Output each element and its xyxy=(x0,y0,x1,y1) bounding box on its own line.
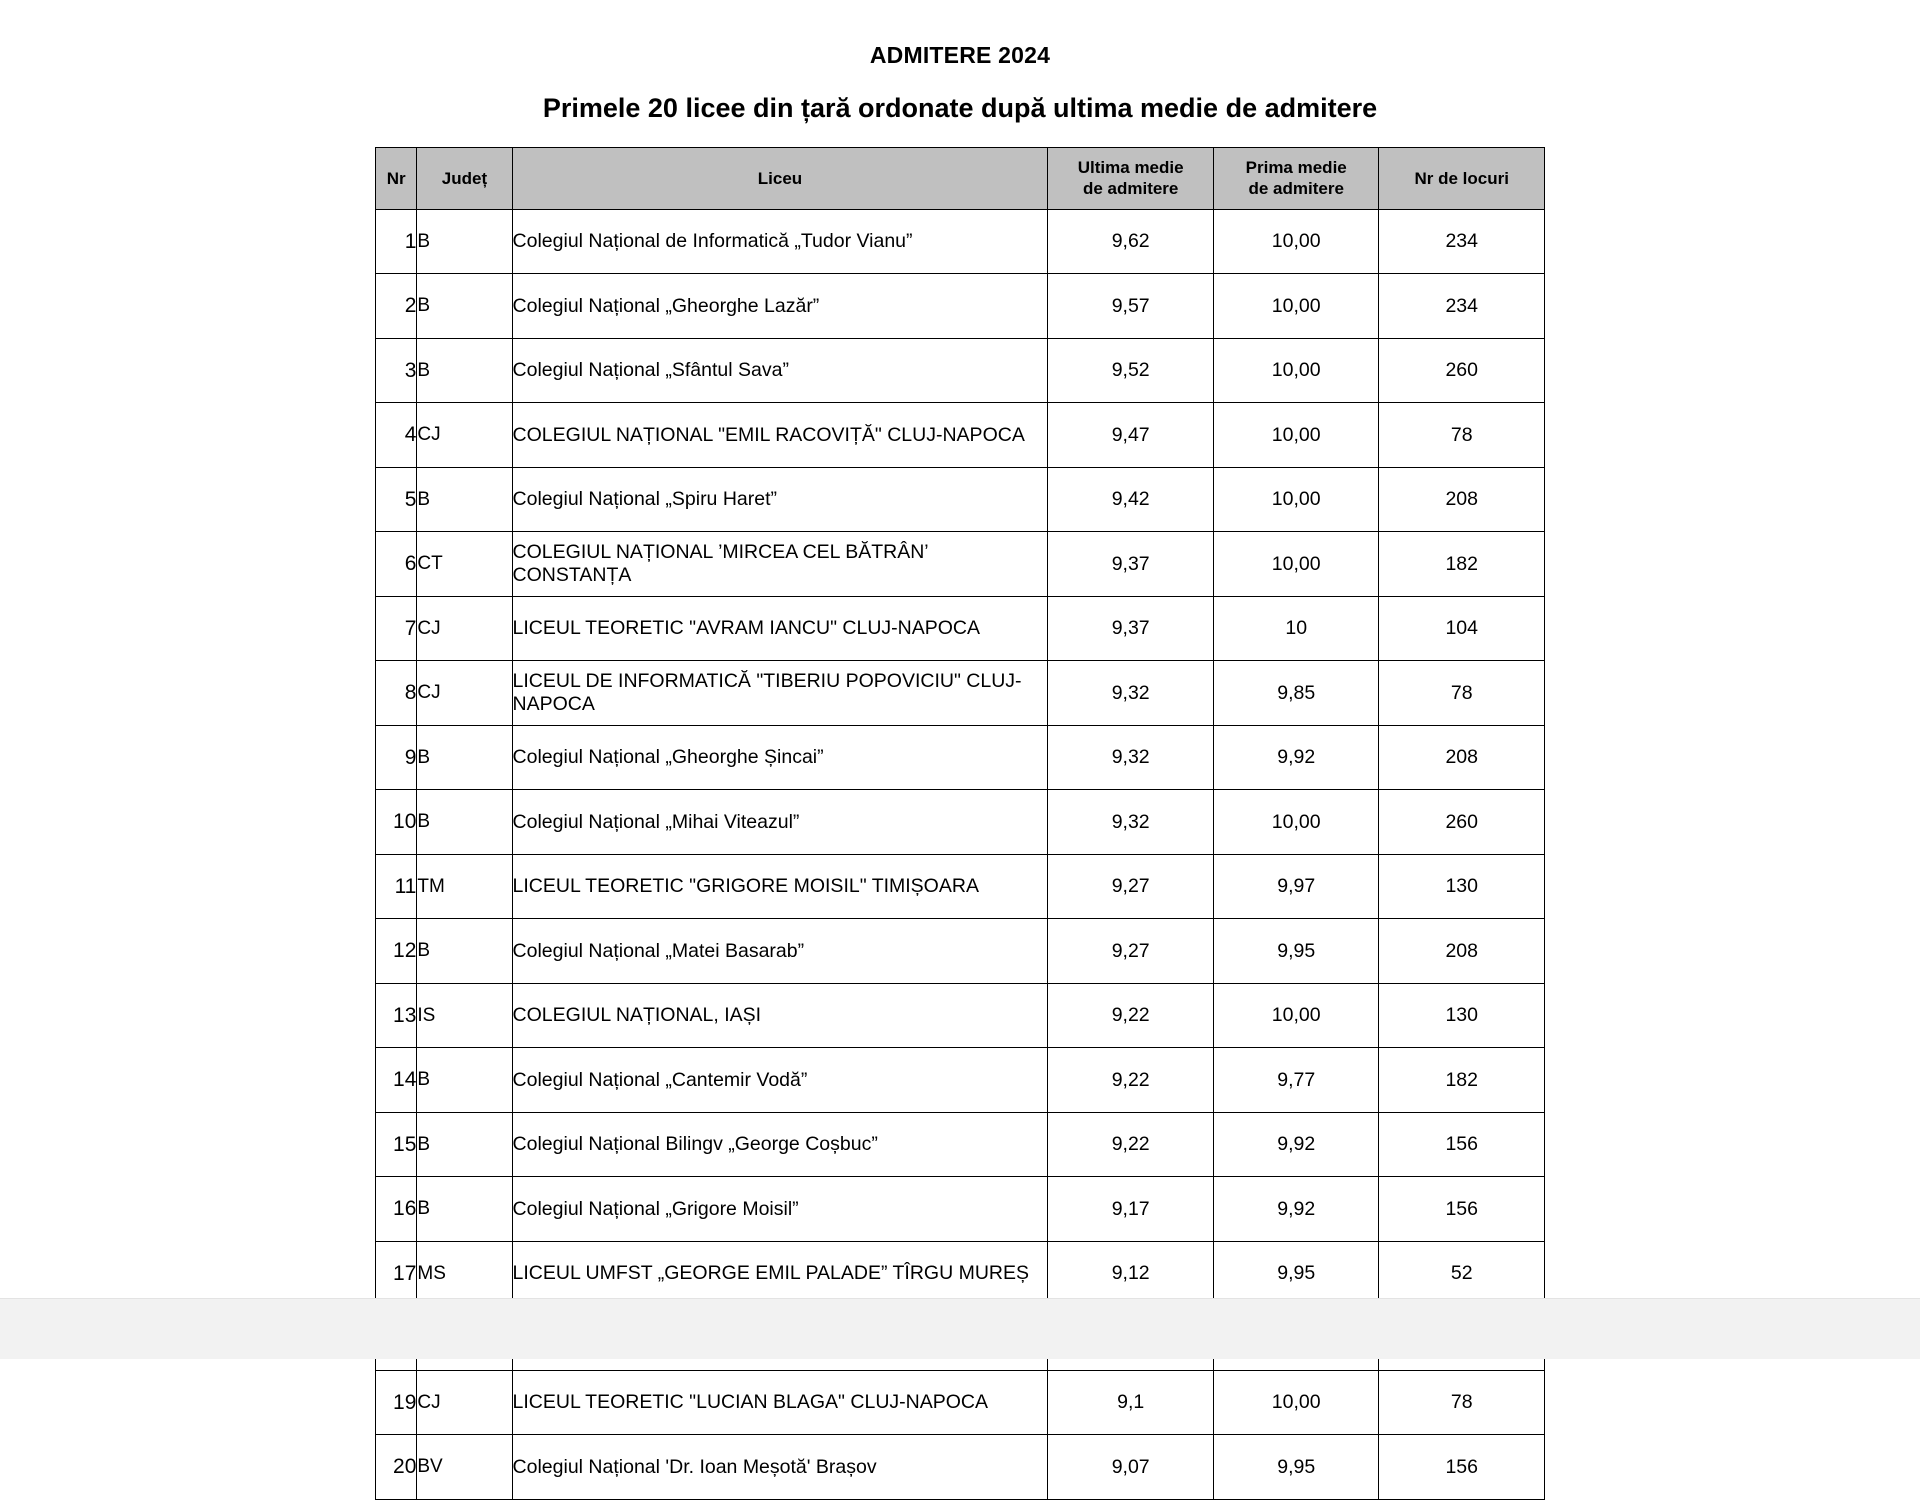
cell-prima-medie: 9,95 xyxy=(1213,1435,1379,1500)
cell-nr-locuri: 130 xyxy=(1379,983,1545,1048)
cell-nr: 7 xyxy=(376,596,417,661)
cell-nr: 14 xyxy=(376,1048,417,1113)
cell-judet: CJ xyxy=(417,596,512,661)
cell-judet: CJ xyxy=(417,403,512,468)
table-row xyxy=(376,274,1545,339)
table-row xyxy=(376,596,1545,661)
cell-ultima-medie: 9,22 xyxy=(1048,1112,1214,1177)
cell-nr-locuri: 208 xyxy=(1379,919,1545,984)
cell-judet: B xyxy=(417,209,512,274)
cell-prima-medie: 9,95 xyxy=(1213,1241,1379,1306)
cell-prima-medie: 10,00 xyxy=(1213,790,1379,855)
cell-nr-locuri: 208 xyxy=(1379,467,1545,532)
cell-prima-medie: 10,00 xyxy=(1213,338,1379,403)
cell-judet: B xyxy=(417,467,512,532)
cell-liceu: Colegiul Național Bilingv „George Coșbuc” xyxy=(512,1112,1048,1177)
column-header-prima-medie-line2: de admitere xyxy=(1248,179,1344,199)
cell-ultima-medie: 9,42 xyxy=(1048,467,1214,532)
column-header-ultima-medie xyxy=(1048,147,1214,209)
cell-ultima-medie: 9,52 xyxy=(1048,338,1214,403)
cell-ultima-medie: 9,12 xyxy=(1048,1241,1214,1306)
cell-prima-medie: 9,92 xyxy=(1213,725,1379,790)
cell-nr: 11 xyxy=(376,854,417,919)
cell-judet: CJ xyxy=(417,1370,512,1435)
cell-liceu: Colegiul Național „Sfântul Sava” xyxy=(512,338,1048,403)
cell-liceu: Colegiul Național „Gheorghe Lazăr” xyxy=(512,274,1048,339)
table-row xyxy=(376,1112,1545,1177)
cell-nr: 15 xyxy=(376,1112,417,1177)
table-row xyxy=(376,919,1545,984)
cell-liceu: LICEUL DE INFORMATICĂ "TIBERIU POPOVICIU" CLUJ-NAPOCA xyxy=(512,661,1048,726)
cell-prima-medie: 10,00 xyxy=(1213,274,1379,339)
cell-ultima-medie: 9,22 xyxy=(1048,1048,1214,1113)
cell-ultima-medie: 9,32 xyxy=(1048,725,1214,790)
column-header-prima-medie-line1: Prima medie xyxy=(1245,158,1347,178)
column-header-nr: Nr xyxy=(376,147,417,209)
table-row xyxy=(376,725,1545,790)
cell-judet: B xyxy=(417,1112,512,1177)
cell-nr-locuri: 234 xyxy=(1379,274,1545,339)
cell-prima-medie: 9,92 xyxy=(1213,1177,1379,1242)
cell-nr-locuri: 78 xyxy=(1379,403,1545,468)
cell-judet: B xyxy=(417,919,512,984)
table-row xyxy=(376,1048,1545,1113)
cell-judet: BV xyxy=(417,1435,512,1500)
cell-judet: B xyxy=(417,338,512,403)
cell-prima-medie: 9,97 xyxy=(1213,854,1379,919)
cell-prima-medie: 10,00 xyxy=(1213,532,1379,597)
cell-liceu: Colegiul Național „Cantemir Vodă” xyxy=(512,1048,1048,1113)
cell-nr-locuri: 182 xyxy=(1379,1048,1545,1113)
cell-nr: 5 xyxy=(376,467,417,532)
cell-liceu: Colegiul Național „Matei Basarab” xyxy=(512,919,1048,984)
cell-ultima-medie: 9,27 xyxy=(1048,919,1214,984)
cell-nr-locuri: 156 xyxy=(1379,1177,1545,1242)
cell-ultima-medie: 9,32 xyxy=(1048,661,1214,726)
cell-nr: 17 xyxy=(376,1241,417,1306)
cell-liceu: Colegiul Național de Informatică „Tudor Vianu” xyxy=(512,209,1048,274)
cell-ultima-medie: 9,37 xyxy=(1048,596,1214,661)
table-row xyxy=(376,1435,1545,1500)
cell-judet: B xyxy=(417,1048,512,1113)
table-row xyxy=(376,338,1545,403)
cell-nr-locuri: 78 xyxy=(1379,1370,1545,1435)
cell-nr: 16 xyxy=(376,1177,417,1242)
cell-nr-locuri: 130 xyxy=(1379,854,1545,919)
cell-prima-medie: 9,95 xyxy=(1213,919,1379,984)
cell-judet: CT xyxy=(417,532,512,597)
cell-prima-medie: 10,00 xyxy=(1213,467,1379,532)
cell-ultima-medie: 9,22 xyxy=(1048,983,1214,1048)
cell-nr: 10 xyxy=(376,790,417,855)
cell-liceu: Colegiul Național 'Dr. Ioan Meșotă' Brașov xyxy=(512,1435,1048,1500)
table-row xyxy=(376,209,1545,274)
column-header-liceu: Liceu xyxy=(512,147,1048,209)
cell-ultima-medie: 9,37 xyxy=(1048,532,1214,597)
cell-ultima-medie: 9,17 xyxy=(1048,1177,1214,1242)
cell-judet: B xyxy=(417,725,512,790)
cell-prima-medie: 10,00 xyxy=(1213,1370,1379,1435)
cell-liceu: LICEUL UMFST „GEORGE EMIL PALADE” TÎRGU MUREȘ xyxy=(512,1241,1048,1306)
cell-prima-medie: 9,77 xyxy=(1213,1048,1379,1113)
table-row xyxy=(376,854,1545,919)
page-subtitle: Primele 20 licee din țară ordonate după ultima medie de admitere xyxy=(542,93,1378,124)
column-header-ultima-medie-line2: de admitere xyxy=(1082,179,1179,199)
cell-judet: B xyxy=(417,1177,512,1242)
cell-liceu: COLEGIUL NAȚIONAL, IAȘI xyxy=(512,983,1048,1048)
cell-judet: MS xyxy=(417,1241,512,1306)
cell-liceu: COLEGIUL NAȚIONAL "EMIL RACOVIȚĂ" CLUJ-NAPOCA xyxy=(512,403,1048,468)
cell-liceu: LICEUL TEORETIC "AVRAM IANCU" CLUJ-NAPOCA xyxy=(512,596,1048,661)
table-row xyxy=(376,1370,1545,1435)
column-header-judet: Județ xyxy=(417,147,512,209)
cell-nr: 1 xyxy=(376,209,417,274)
cell-ultima-medie: 9,47 xyxy=(1048,403,1214,468)
cell-nr: 9 xyxy=(376,725,417,790)
cell-nr-locuri: 182 xyxy=(1379,532,1545,597)
cell-ultima-medie: 9,62 xyxy=(1048,209,1214,274)
cell-nr: 13 xyxy=(376,983,417,1048)
cell-liceu: Colegiul Național „Mihai Viteazul” xyxy=(512,790,1048,855)
cell-nr: 8 xyxy=(376,661,417,726)
column-header-ultima-medie-line1: Ultima medie xyxy=(1077,158,1184,178)
cell-ultima-medie: 9,32 xyxy=(1048,790,1214,855)
cell-nr-locuri: 208 xyxy=(1379,725,1545,790)
cell-nr: 3 xyxy=(376,338,417,403)
cell-liceu: Colegiul Național „Gheorghe Șincai” xyxy=(512,725,1048,790)
cell-nr-locuri: 234 xyxy=(1379,209,1545,274)
cell-ultima-medie: 9,1 xyxy=(1048,1370,1214,1435)
table-row xyxy=(376,1241,1545,1306)
cell-judet: TM xyxy=(417,854,512,919)
cell-liceu: LICEUL TEORETIC "GRIGORE MOISIL" TIMIȘOARA xyxy=(512,854,1048,919)
cell-prima-medie: 9,92 xyxy=(1213,1112,1379,1177)
cell-prima-medie: 10,00 xyxy=(1213,209,1379,274)
cell-nr: 4 xyxy=(376,403,417,468)
cell-liceu: LICEUL TEORETIC "LUCIAN BLAGA" CLUJ-NAPOCA xyxy=(512,1370,1048,1435)
cell-ultima-medie: 9,27 xyxy=(1048,854,1214,919)
cell-prima-medie: 10 xyxy=(1213,596,1379,661)
cell-nr-locuri: 260 xyxy=(1379,790,1545,855)
cell-nr-locuri: 156 xyxy=(1379,1435,1545,1500)
cell-ultima-medie: 9,57 xyxy=(1048,274,1214,339)
cell-prima-medie: 10,00 xyxy=(1213,403,1379,468)
table-header xyxy=(376,147,1545,209)
column-header-prima-medie xyxy=(1213,147,1379,209)
cell-nr-locuri: 52 xyxy=(1379,1241,1545,1306)
table-row xyxy=(376,790,1545,855)
page-title: ADMITERE 2024 xyxy=(869,42,1051,68)
table-row xyxy=(376,467,1545,532)
cell-nr: 6 xyxy=(376,532,417,597)
cell-judet: B xyxy=(417,790,512,855)
cell-liceu: COLEGIUL NAȚIONAL ’MIRCEA CEL BĂTRÂN’ CONSTANȚA xyxy=(512,532,1048,597)
table-row xyxy=(376,403,1545,468)
page-bottom-strip xyxy=(0,1298,1920,1359)
cell-nr-locuri: 104 xyxy=(1379,596,1545,661)
table-header-row xyxy=(376,147,1545,209)
cell-nr: 19 xyxy=(376,1370,417,1435)
table-row xyxy=(376,661,1545,726)
cell-nr-locuri: 260 xyxy=(1379,338,1545,403)
cell-judet: B xyxy=(417,274,512,339)
cell-nr: 20 xyxy=(376,1435,417,1500)
cell-nr: 12 xyxy=(376,919,417,984)
table-row xyxy=(376,532,1545,597)
cell-prima-medie: 10,00 xyxy=(1213,983,1379,1048)
table-row xyxy=(376,1177,1545,1242)
cell-liceu: Colegiul Național „Grigore Moisil” xyxy=(512,1177,1048,1242)
cell-prima-medie: 9,85 xyxy=(1213,661,1379,726)
cell-nr-locuri: 78 xyxy=(1379,661,1545,726)
cell-ultima-medie: 9,07 xyxy=(1048,1435,1214,1500)
cell-judet: IS xyxy=(417,983,512,1048)
cell-nr: 2 xyxy=(376,274,417,339)
table-row xyxy=(376,983,1545,1048)
cell-judet: CJ xyxy=(417,661,512,726)
column-header-nr-locuri: Nr de locuri xyxy=(1379,147,1545,209)
cell-liceu: Colegiul Național „Spiru Haret” xyxy=(512,467,1048,532)
cell-nr-locuri: 156 xyxy=(1379,1112,1545,1177)
